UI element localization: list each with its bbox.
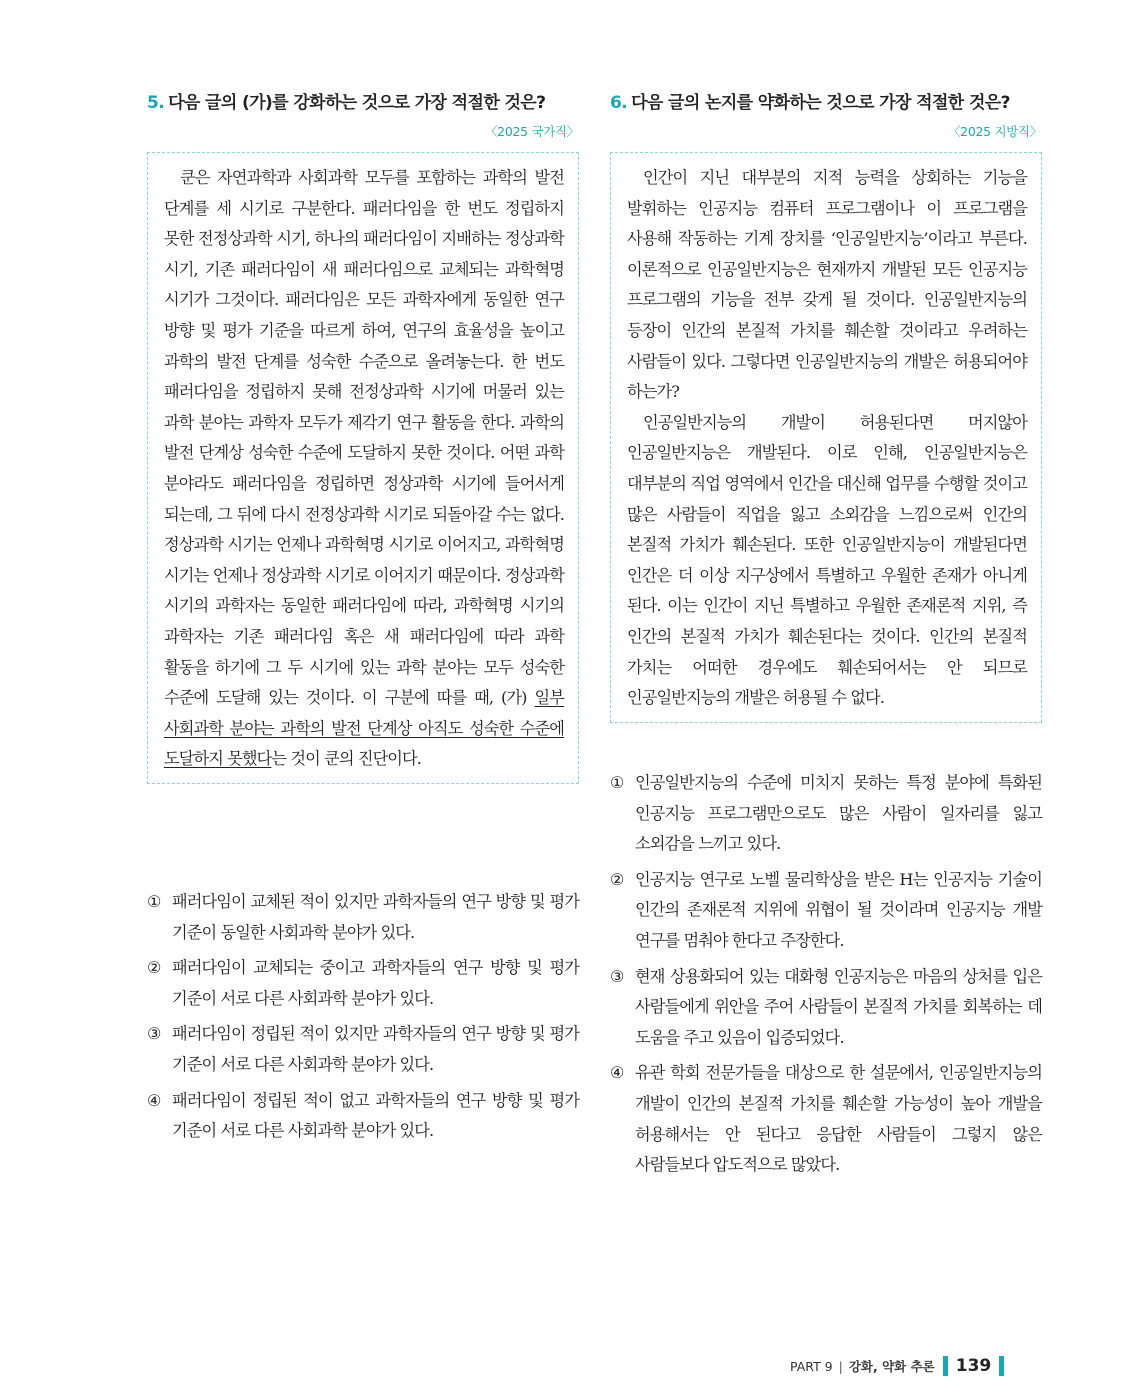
- choice-1[interactable]: [610, 768, 1042, 860]
- question-5-choices: [147, 887, 579, 1147]
- question-5-title-text: 다음 글의 (가)를 강화하는 것으로 가장 적절한 것은?: [168, 93, 546, 113]
- question-6-passage: [610, 152, 1042, 723]
- page-footer: [790, 1352, 1012, 1380]
- choice-marker: ③: [610, 966, 624, 986]
- choice-text: 현재 상용화되어 있는 대화형 인공지능은 마음의 상처를 입은 사람들에게 위안을 주어 사람들이 본질적 가치를 회복하는 데 도움을 주고 있음이 입증되었다.: [635, 966, 1042, 1047]
- choice-marker: ③: [147, 1024, 161, 1044]
- footer-section-title: 강화, 약화 추론: [848, 1359, 935, 1374]
- passage-tail: 는 것이 쿤의 진단이다.: [271, 749, 422, 769]
- choice-4[interactable]: [147, 1086, 579, 1147]
- choice-marker: ④: [610, 1063, 624, 1083]
- question-5-source: 〈2025 국가직〉: [484, 124, 579, 139]
- choice-text: 패러다임이 정립된 적이 없고 과학자들의 연구 방향 및 평가 기준이 서로 다른 사회과학 분야가 있다.: [172, 1090, 579, 1141]
- choice-marker: ②: [610, 869, 624, 889]
- choice-text: 유관 학회 전문가들을 대상으로 한 설문에서, 인공일반지능의 개발이 인간의 본질적 가치를 훼손할 가능성이 높아 개발을 허용해서는 안 된다고 응답한 사람들이 그렇지 않은 사람들보다 압도적으로 많았다.: [635, 1063, 1042, 1175]
- choice-marker: ①: [147, 892, 161, 911]
- passage-paragraph-2: 인공일반지능의 개발이 허용된다면 머지않아 인공일반지능은 개발된다. 이로 인해, 인공일반지능은 대부분의 직업 영역에서 인간을 대신해 업무를 수행할 것이고 많은 사람들이 직업을 잃고 소외감을 느낌으로써 인간의 본질적 가치가 훼손된다. 또한 인공일반지능이 개발된다면 인간은 더 이상 지구상에서 특별하고 우월한 존재가 아니게 된다. 이는 인간이 지닌 특별하고 우월한 존재론적 지위, 즉 인간의 본질적 가치가 훼손된다는 것이다. 인간의 본질적 가치는 어떠한 경우에도 훼손되어서는 안 되므로 인공일반지능의 개발은 허용될 수 없다.: [627, 412, 1027, 708]
- question-5-number: 5.: [147, 93, 165, 113]
- choice-text: 패러다임이 교체된 적이 있지만 과학자들의 연구 방향 및 평가 기준이 동일한 사회과학 분야가 있다.: [172, 892, 579, 942]
- choice-marker: ①: [610, 773, 624, 792]
- choice-2[interactable]: [147, 953, 579, 1014]
- choice-text: 패러다임이 교체되는 중이고 과학자들의 연구 방향 및 평가 기준이 서로 다른 사회과학 분야가 있다.: [172, 958, 579, 1008]
- footer-separator: |: [838, 1358, 843, 1374]
- footer-part: PART 9: [790, 1358, 833, 1374]
- question-6-source: 〈2025 지방직〉: [947, 124, 1042, 139]
- page-number: 139: [955, 1356, 992, 1376]
- choice-text: 패러다임이 정립된 적이 있지만 과학자들의 연구 방향 및 평가 기준이 서로 다른 사회과학 분야가 있다.: [172, 1024, 579, 1074]
- choice-4[interactable]: [610, 1058, 1042, 1180]
- choice-text: 인공일반지능의 수준에 미치지 못하는 특정 분야에 특화된 인공지능 프로그램만으로도 많은 사람이 일자리를 잃고 소외감을 느끼고 있다.: [635, 773, 1042, 854]
- question-6-number: 6.: [610, 93, 628, 113]
- choice-2[interactable]: [610, 865, 1042, 957]
- question-5-passage: [147, 152, 579, 784]
- question-6-choices: [610, 768, 1042, 1181]
- choice-3[interactable]: [147, 1019, 579, 1080]
- footer-accent-bar: [943, 1356, 948, 1376]
- choice-3[interactable]: [610, 962, 1042, 1054]
- question-6-title-text: 다음 글의 논지를 약화하는 것으로 가장 적절한 것은?: [631, 93, 1010, 113]
- choice-marker: ④: [147, 1090, 161, 1110]
- passage-paragraph-1: 인간이 지닌 대부분의 지적 능력을 상회하는 기능을 발휘하는 인공지능 컴퓨터 프로그램이나 이 프로그램을 사용해 작동하는 기계 장치를 ‘인공일반지능’이라고 부른다. 이론적으로 인공일반지능은 현재까지 개발된 모든 인공지능 프로그램의 기능을 전부 갖게 될 것이다. 인공일반지능의 등장이 인간의 본질적 가치를 훼손할 것이라고 우려하는 사람들이 있다. 그렇다면 인공일반지능의 개발은 허용되어야 하는가?: [627, 168, 1027, 402]
- underlined-statement-ga: 일부 사회과학 분야는 과학의 발전 단계상 아직도 성숙한 수준에 도달하지 못했다: [164, 688, 564, 769]
- passage-paragraph: [164, 163, 564, 775]
- passage-label-ga: (가): [501, 688, 535, 708]
- choice-text: 인공지능 연구로 노벨 물리학상을 받은 H는 인공지능 기술이 인간의 존재론적 지위에 위협이 될 것이라며 인공지능 개발 연구를 멈춰야 한다고 주장한다.: [635, 869, 1042, 950]
- passage-text: 쿤은 자연과학과 사회과학 모두를 포함하는 과학의 발전 단계를 세 시기로 구분한다. 패러다임을 한 번도 정립하지 못한 전정상과학 시기, 하나의 패러다임이 지배하는 정상과학 시기, 기존 패러다임이 새 패러다임으로 교체되는 과학혁명 시기가 그것이다. 패러다임은 모든 과학자에게 동일한 연구 방향 및 평가 기준을 따르게 하여, 연구의 효율성을 높이고 과학의 발전 단계를 성숙한 수준으로 올려놓는다. 한 번도 패러다임을 정립하지 못해 전정상과학 시기에 머물러 있는 과학 분야는 과학자 모두가 제각기 연구 활동을 한다. 과학의 발전 단계상 성숙한 수준에 도달하지 못한 것이다. 어떤 과학 분야라도 패러다임을 정립하면 정상과학 시기에 들어서게 되는데, 그 뒤에 다시 전정상과학 시기로 되돌아갈 수는 없다. 정상과학 시기는 언제나 과학혁명 시기로 이어지고, 과학혁명 시기는 언제나 정상과학 시기로 이어지기 때문이다. 정상과학 시기의 과학자는 동일한 패러다임에 따라, 과학혁명 시기의 과학자는 기존 패러다임 혹은 새 패러다임에 따라 과학 활동을 하기에 그 두 시기에 있는 과학 분야는 모두 성숙한 수준에 도달해 있는 것이다. 이 구분에 따를 때,: [164, 168, 564, 708]
- choice-marker: ②: [147, 958, 161, 978]
- choice-1[interactable]: [147, 887, 579, 948]
- footer-accent-bar-right: [999, 1356, 1004, 1376]
- question-5-title: [147, 88, 579, 113]
- question-6-title: [610, 88, 1042, 113]
